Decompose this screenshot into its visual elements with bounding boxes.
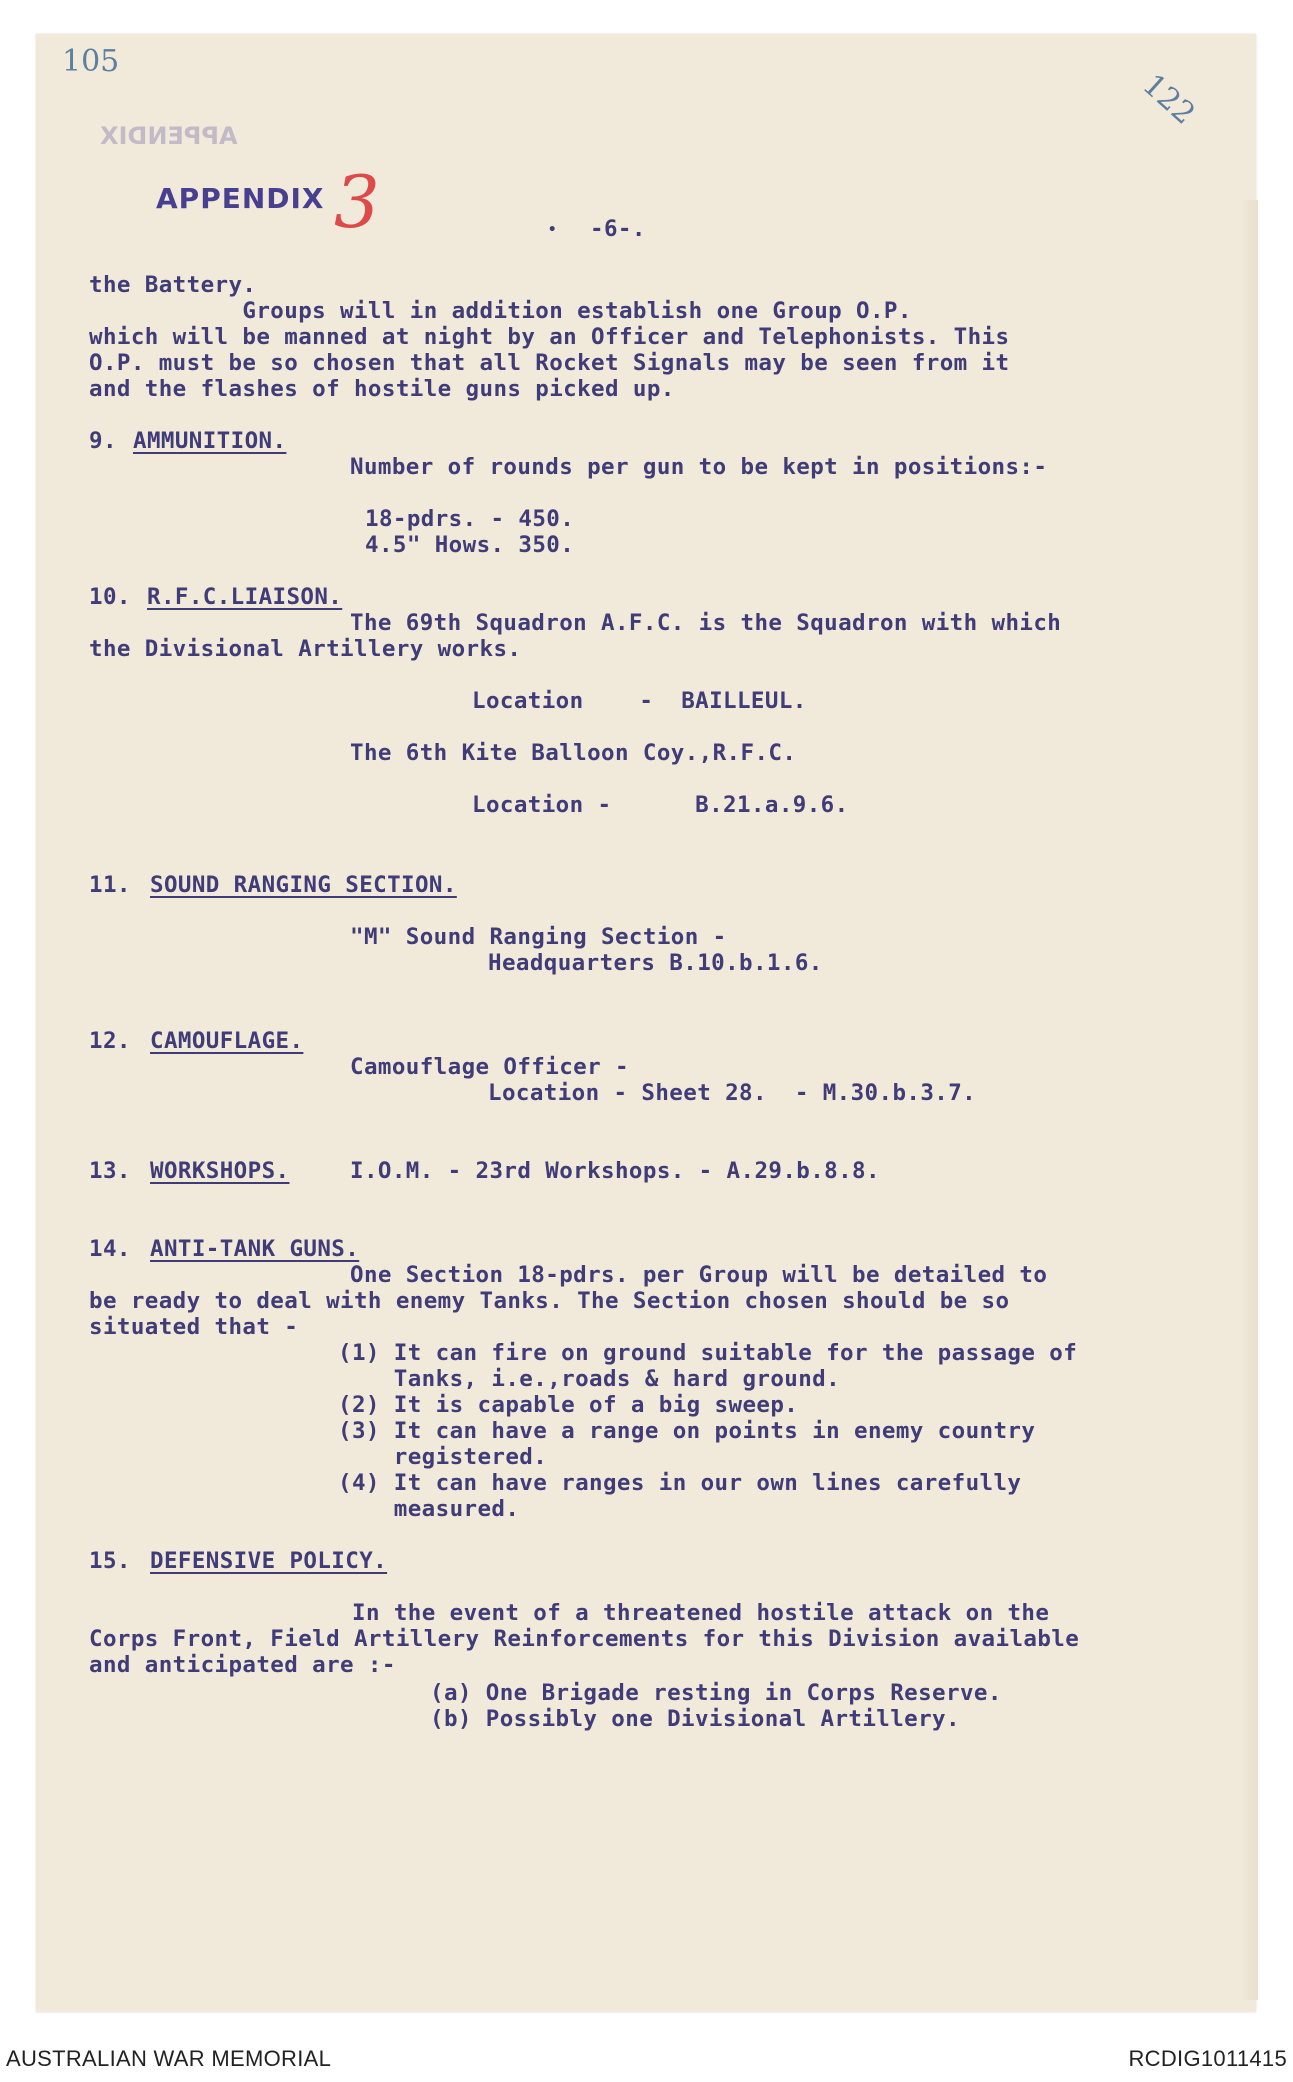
text-line: Headquarters B.10.b.1.6. — [488, 950, 823, 976]
folio-number-right: 122 — [1135, 67, 1202, 132]
text-line: which will be manned at night by an Officer and Telephonists. This — [89, 324, 1010, 350]
footer-source: AUSTRALIAN WAR MEMORIAL — [6, 2046, 332, 2071]
page-number: -6-. — [590, 216, 646, 242]
list-item: (b) Possibly one Divisional Artillery. — [430, 1706, 960, 1732]
section-heading: SOUND RANGING SECTION. — [150, 872, 457, 898]
sheet-edge — [1238, 200, 1258, 2000]
text-line: situated that - — [89, 1314, 299, 1340]
section-number: 9. — [89, 428, 117, 454]
text-line: Location - Sheet 28. - M.30.b.3.7. — [488, 1080, 977, 1106]
text-line: and the flashes of hostile guns picked up. — [89, 376, 675, 402]
section-heading: WORKSHOPS. — [150, 1158, 290, 1184]
list-item: (1) It can fire on ground suitable for the passage of — [338, 1340, 1078, 1366]
section-number: 15. — [89, 1548, 131, 1574]
folio-number-left: 105 — [62, 44, 120, 79]
text-line: 4.5" Hows. 350. — [365, 532, 575, 558]
section-heading: CAMOUFLAGE. — [150, 1028, 304, 1054]
page-mark: • — [548, 222, 557, 238]
text-line: Corps Front, Field Artillery Reinforcements for this Division available — [89, 1626, 1080, 1652]
appendix-stamp-mirror: APPENDIX — [100, 122, 238, 150]
appendix-number: 3 — [334, 160, 380, 244]
text-line: the Battery. — [89, 272, 257, 298]
appendix-stamp: APPENDIX — [156, 182, 325, 215]
text-line: Camouflage Officer - — [350, 1054, 629, 1080]
section-heading: AMMUNITION. — [133, 428, 287, 454]
section-number: 10. — [89, 584, 131, 610]
list-item: measured. — [338, 1496, 520, 1522]
footer-id: RCDIG1011415 — [1128, 2046, 1287, 2071]
text-line: One Section 18-pdrs. per Group will be detailed to — [350, 1262, 1048, 1288]
text-line: The 6th Kite Balloon Coy.,R.F.C. — [350, 740, 797, 766]
text-line: Location - BAILLEUL. — [472, 688, 807, 714]
section-heading: ANTI-TANK GUNS. — [150, 1236, 360, 1262]
text-line: "M" Sound Ranging Section - — [350, 924, 727, 950]
text-line: be ready to deal with enemy Tanks. The Section chosen should be so — [89, 1288, 1010, 1314]
section-number: 12. — [89, 1028, 131, 1054]
text-line: Groups will in addition establish one Group O.P. — [89, 298, 912, 324]
text-line: 18-pdrs. - 450. — [365, 506, 575, 532]
section-heading: DEFENSIVE POLICY. — [150, 1548, 388, 1574]
list-item: (2) It is capable of a big sweep. — [338, 1392, 799, 1418]
list-item: Tanks, i.e.,roads & hard ground. — [338, 1366, 841, 1392]
list-item: registered. — [338, 1444, 548, 1470]
list-item: (4) It can have ranges in our own lines carefully — [338, 1470, 1022, 1496]
text-line: The 69th Squadron A.F.C. is the Squadron with which — [350, 610, 1062, 636]
section-heading: R.F.C.LIAISON. — [147, 584, 343, 610]
text-line: I.O.M. - 23rd Workshops. - A.29.b.8.8. — [350, 1158, 880, 1184]
list-item: (3) It can have a range on points in enemy country — [338, 1418, 1036, 1444]
text-line: the Divisional Artillery works. — [89, 636, 522, 662]
text-line: Number of rounds per gun to be kept in positions:- — [350, 454, 1048, 480]
list-item: (a) One Brigade resting in Corps Reserve. — [430, 1680, 1002, 1706]
section-number: 11. — [89, 872, 131, 898]
text-line: O.P. must be so chosen that all Rocket Signals may be seen from it — [89, 350, 1010, 376]
text-line: and anticipated are :- — [89, 1652, 396, 1678]
section-number: 14. — [89, 1236, 131, 1262]
section-number: 13. — [89, 1158, 131, 1184]
text-line: In the event of a threatened hostile attack on the — [352, 1600, 1050, 1626]
text-line: Location - B.21.a.9.6. — [472, 792, 849, 818]
